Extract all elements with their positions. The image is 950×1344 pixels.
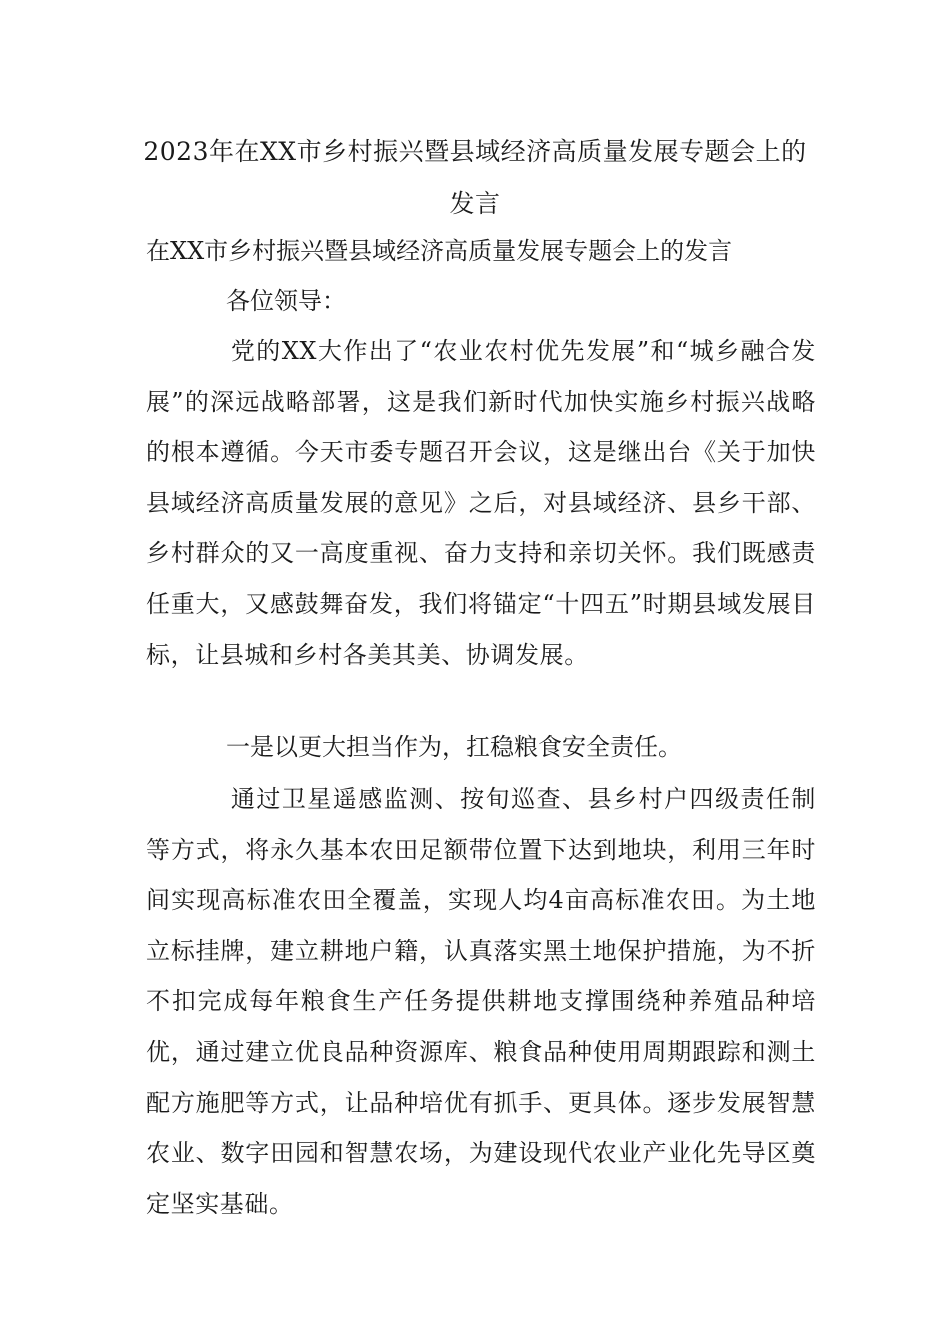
paragraph-intro xyxy=(146,326,816,680)
paragraph-section-1 xyxy=(146,774,816,1229)
section-heading-1: 一是以更大担当作为，扛稳粮食安全责任。 xyxy=(226,733,682,761)
paragraph-intro-text: 党的XX大作出了“农业农村优先发展”和“城乡融合发展”的深远战略部署，这是我们新时代加快实施乡村振兴战略的根本遵循。今天市委专题召开会议，这是继出台《关于加快县域经济高质量发展的意见》之后，对县域经济、县乡干部、乡村群众的又一高度重视、奋力支持和亲切关怀。我们既感责任重大，又感鼓舞奋发，我们将锚定“十四五”时期县域发展目标，让县城和乡村各美其美、协调发展。 xyxy=(146,337,816,669)
document-subtitle: 在XX市乡村振兴暨县域经济高质量发展专题会上的发言 xyxy=(146,237,733,265)
paragraph-section-1-text: 通过卫星遥感监测、按旬巡查、县乡村户四级责任制等方式，将永久基本农田足额带位置下达到地块，利用三年时间实现高标准农田全覆盖，实现人均4亩高标准农田。为土地立标挂牌，建立耕地户籍，认真落实黑土地保护措施，为不折不扣完成每年粮食生产任务提供耕地支撑围绕种养殖品种培优，通过建立优良品种资源库、粮食品种使用周期跟踪和测土配方施肥等方式，让品种培优有抓手、更具体。逐步发展智慧农业、数字田园和智慧农场，为建设现代农业产业化先导区奠定坚实基础。 xyxy=(146,785,816,1218)
salutation: 各位领导： xyxy=(226,287,346,315)
document-title: 2023年在XX市乡村振兴暨县域经济高质量发展专题会上的发言 xyxy=(143,137,807,218)
